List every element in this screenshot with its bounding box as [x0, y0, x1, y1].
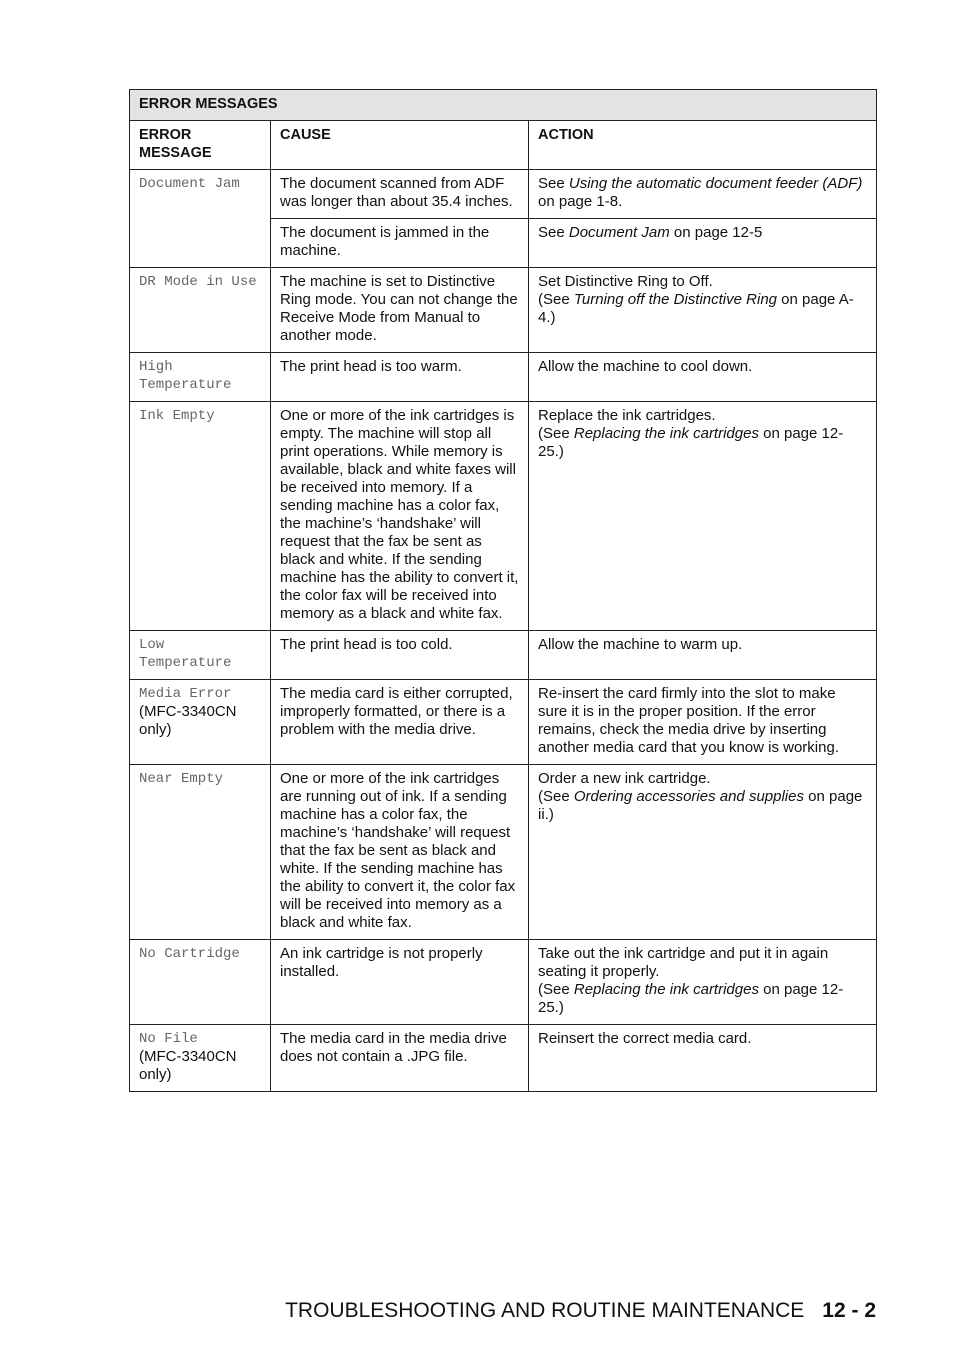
reference-prefix: (See: [538, 291, 574, 308]
action-reference: [538, 981, 843, 1016]
table-title: ERROR MESSAGES: [130, 90, 877, 121]
action-text: Allow the machine to warm up.: [538, 636, 743, 653]
cause-cell: The print head is too cold.: [271, 631, 529, 680]
cause-cell: The document scanned from ADF was longer than about 35.4 inches.: [271, 170, 529, 219]
action-cell: [529, 402, 877, 631]
header-cause: CAUSE: [271, 121, 529, 170]
table-row: [130, 170, 877, 219]
reference-page: on page 12-25.): [538, 425, 844, 460]
table-row: [130, 353, 877, 402]
error-message-cell: [130, 402, 271, 631]
cause-cell: The media card in the media drive does not contain a .JPG file.: [271, 1025, 529, 1092]
reference-title: Turning off the Distinctive Ring: [573, 291, 778, 308]
error-message-cell: [130, 353, 271, 402]
action-text: Set Distinctive Ring to Off.: [538, 273, 713, 290]
cause-cell: The media card is either corrupted, improperly formatted, or there is a problem with the media drive.: [271, 680, 529, 765]
reference-page: on page 12-5: [669, 224, 763, 241]
header-action: ACTION: [529, 121, 877, 170]
table-row: [130, 765, 877, 940]
reference-page: on page 12-25.): [538, 981, 844, 1016]
error-message-code: Media Error: [139, 686, 232, 702]
reference-prefix: (See: [538, 981, 574, 998]
error-message-code: High Temperature: [139, 359, 232, 393]
table-body: [130, 170, 877, 1092]
page-footer: [285, 1299, 876, 1323]
action-cell: [529, 940, 877, 1025]
error-message-code: Document Jam: [139, 176, 240, 192]
cause-cell: The print head is too warm.: [271, 353, 529, 402]
error-message-cell: [130, 268, 271, 353]
error-message-cell: [130, 940, 271, 1025]
action-cell: [529, 680, 877, 765]
action-cell: [529, 765, 877, 940]
action-reference: [538, 291, 854, 326]
reference-prefix: See: [538, 224, 569, 241]
reference-title: Using the automatic document feeder (ADF): [568, 175, 863, 192]
cause-cell: One or more of the ink cartridges is empty. The machine will stop all print operations. While memory is available, black and white faxes will be received into memory. If a sending machine has a color fax, the machine’s ‘handshake’ will request that the fax be sent as black and white. If the sending machine has the ability to convert it, the color fax will be received into memory as a black and white fax.: [271, 402, 529, 631]
action-cell: [529, 219, 877, 268]
action-reference: [538, 175, 862, 210]
reference-page: on page 1-8.: [538, 193, 623, 210]
error-message-code: Near Empty: [139, 771, 224, 787]
action-reference: [538, 788, 862, 823]
action-text: Re-insert the card firmly into the slot to make sure it is in the proper position. If the error remains, check the media drive by inserting another media card that you know is working.: [538, 685, 839, 756]
action-cell: [529, 1025, 877, 1092]
reference-title: Replacing the ink cartridges: [573, 425, 759, 442]
action-text: Allow the machine to cool down.: [538, 358, 753, 375]
action-cell: [529, 353, 877, 402]
table-row: [130, 268, 877, 353]
error-message-code: No Cartridge: [139, 946, 240, 962]
action-reference: [538, 224, 762, 241]
cause-cell: One or more of the ink cartridges are running out of ink. If a sending machine has a color fax, the machine’s ‘handshake’ will request that the fax be sent as black and white. If the sending machine has the ability to convert it, the color fax will be received into memory as a black and white fax.: [271, 765, 529, 940]
reference-prefix: See: [538, 175, 569, 192]
reference-title: Replacing the ink cartridges: [573, 981, 759, 998]
table-row: [130, 940, 877, 1025]
error-message-cell: [130, 1025, 271, 1092]
error-message-code: Ink Empty: [139, 408, 215, 424]
action-text: Take out the ink cartridge and put it in again seating it properly.: [538, 945, 829, 980]
cause-cell: An ink cartridge is not properly installed.: [271, 940, 529, 1025]
cause-cell: The document is jammed in the machine.: [271, 219, 529, 268]
header-error-message: ERROR MESSAGE: [130, 121, 271, 170]
action-cell: [529, 631, 877, 680]
action-text: Replace the ink cartridges.: [538, 407, 716, 424]
action-cell: [529, 268, 877, 353]
error-message-cell: [130, 680, 271, 765]
error-message-code: No File: [139, 1031, 198, 1047]
reference-prefix: (See: [538, 425, 574, 442]
reference-title: Document Jam: [568, 224, 670, 241]
footer-section-title: TROUBLESHOOTING AND ROUTINE MAINTENANCE: [285, 1299, 805, 1322]
table-row: [130, 402, 877, 631]
action-reference: [538, 425, 843, 460]
action-text: Order a new ink cartridge.: [538, 770, 711, 787]
reference-prefix: (See: [538, 788, 574, 805]
reference-page: on page A-4.): [538, 291, 854, 326]
error-message-cell: [130, 170, 271, 268]
page-number: 12 - 2: [822, 1299, 876, 1322]
action-text: Reinsert the correct media card.: [538, 1030, 752, 1047]
error-message-code: DR Mode in Use: [139, 274, 257, 290]
error-message-code: Low Temperature: [139, 637, 232, 671]
error-message-cell: [130, 765, 271, 940]
reference-page: on page ii.): [538, 788, 863, 823]
table-row: [130, 1025, 877, 1092]
error-message-note: (MFC-3340CN only): [139, 1048, 237, 1083]
table-row: [130, 631, 877, 680]
action-cell: [529, 170, 877, 219]
reference-title: Ordering accessories and supplies: [573, 788, 804, 805]
table-row: [130, 680, 877, 765]
cause-cell: The machine is set to Distinctive Ring mode. You can not change the Receive Mode from Manual to another mode.: [271, 268, 529, 353]
error-message-cell: [130, 631, 271, 680]
error-message-note: (MFC-3340CN only): [139, 703, 237, 738]
error-messages-table: [129, 89, 877, 1092]
